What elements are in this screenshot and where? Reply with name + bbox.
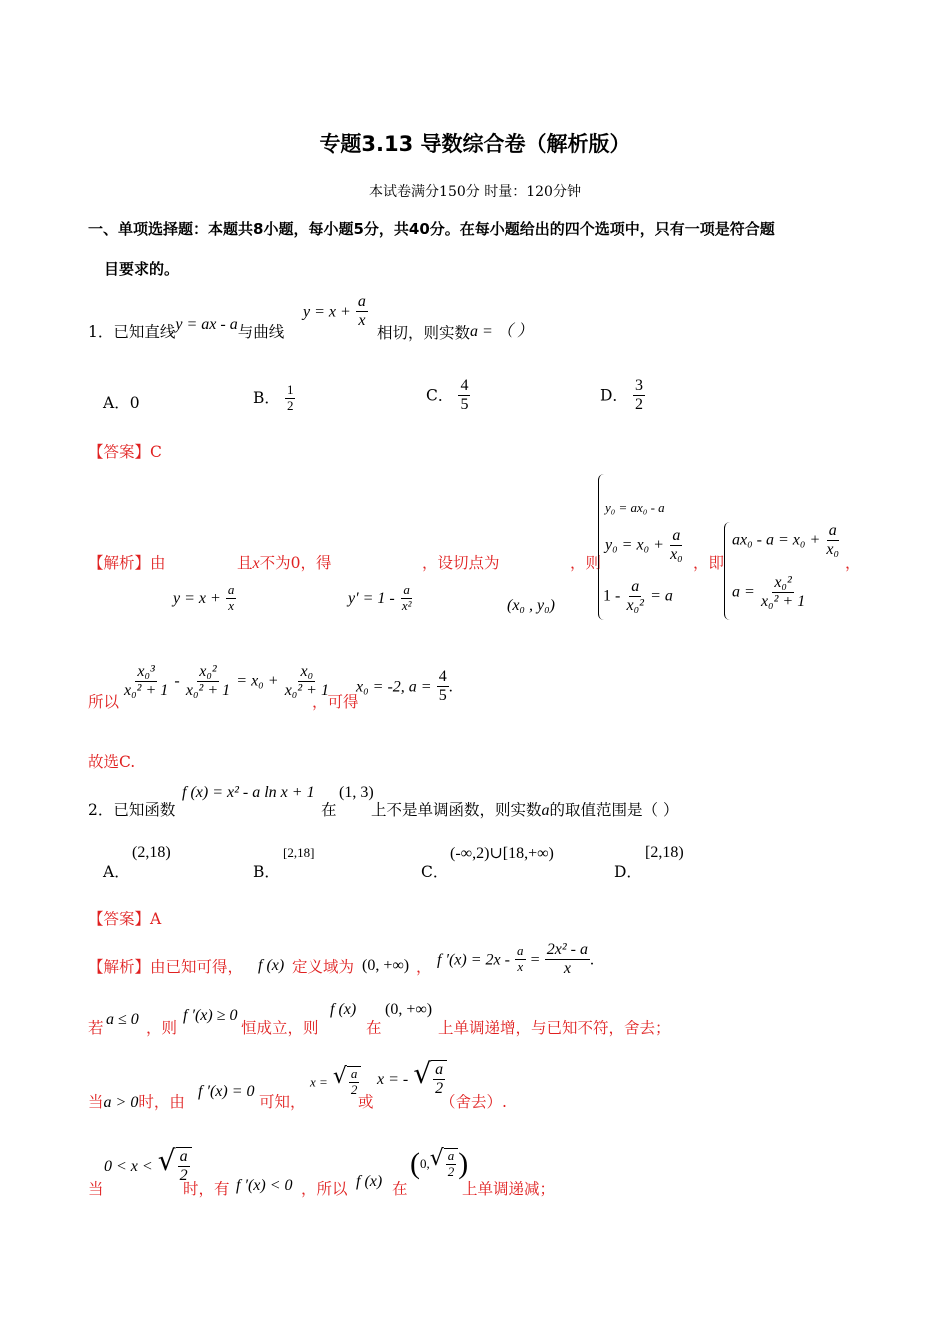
q1-option-b-label: B． [253,388,280,407]
q1-sys1-row1: y₀ = ax₀ - a [605,500,665,515]
q2-l2-interval: (0, +∞) [385,1001,433,1018]
q2-l4-int-sqrt-frac [446,1149,457,1180]
q1-analysis-a1 [237,551,332,573]
q2-l2-tail: 上单调递增，与已知不符，舍去； [438,1019,671,1037]
q2-l1-end: . [589,951,594,969]
q1-analysis-lead: 【解析】由 [88,554,166,572]
q1-sys1-row3-lhs: 1 - [603,587,621,605]
q1-so-frac1 [122,663,170,701]
q2-l4-sqrt: √ $\frac{a}{2}$ [158,1147,192,1186]
q1-curve-num: a [356,293,368,312]
q1-eq-deriv [348,583,414,614]
q2-option-d-value: [2,18) [645,844,684,861]
q1-eq-deriv-den: x² [401,597,412,613]
q1-option-d [600,377,645,415]
q2-l2-then: ，则 [146,1019,178,1037]
q1-tail-text: 相切，则实数 [377,324,471,342]
q2-l4-in: 在 [392,1180,408,1198]
q1-sys2-row2-lhs: a = [732,583,755,601]
q2-tail-var: a [541,802,550,819]
q1-option-b-den: 2 [286,397,294,413]
q2-l1-derivative [437,941,594,979]
q1-so-frac2 [184,663,232,701]
q2-l1-frac1-den: x [517,959,524,975]
q2-l1-frac2-num: 2x² - a [545,941,590,960]
q1-sys1-row2 [605,527,685,565]
q1-analysis-a6: ， [845,554,861,572]
q2-l4-when: 当 [88,1180,104,1198]
q2-in: 在 [321,801,337,819]
q1-tail [377,320,533,343]
q1-sys2-row2-frac [759,574,807,612]
q1-sys1-row2-num: a [670,527,682,546]
q2-l2-if: 若 [88,1019,104,1037]
q1-sys2-row2-den: x₀² + 1 [760,593,806,611]
q1-sys1-row3-num: a [629,578,641,597]
q1-mid: 与曲线 [237,323,285,341]
q1-eq-curve [173,583,236,614]
q1-stem [88,316,285,342]
q1-tail-expr: a = （ ） [470,323,533,340]
q2-l1-frac2 [545,941,590,979]
q1-option-b-frac [285,383,296,414]
q2-l3-eq: f ′(x) = 0 [198,1083,255,1100]
q1-eq-deriv-num: a [403,582,410,597]
q2-function: f (x) = x² - a ln x + 1 [182,784,315,801]
q1-system2-brace [724,522,731,620]
q1-curve-expr [303,293,368,331]
q1-option-a: A．0 [103,394,140,412]
q1-analysis-a1-var: x [252,555,260,572]
q2-l4-cond-expr: 0 < x < [104,1157,153,1175]
q2-l4-sqrt-num: a [178,1148,190,1167]
q2-l3-when-text: 当 [88,1093,104,1111]
q1-tangent-point: (x₀ , y₀) [507,597,555,614]
q2-l3-or: 或 [358,1093,374,1111]
q1-answer: 【答案】C [88,443,162,461]
q2-l3-when [88,1090,185,1112]
q1-eq-curve-den: x [228,597,235,613]
q1-analysis-a3: ，设切点为 [422,554,500,572]
q2-l4-sqrt-den: 2 [179,1167,188,1185]
q2-l4-b: ，所以 [301,1180,348,1198]
q2-tail-text: 上不是单调函数，则实数 [371,801,542,819]
q1-so-equation: $\frac{\text{x₀³}}{\text{x₀² + 1}}$ - $\frac{\text{x₀²}}{\text{x₀² + 1}}$ = x₀ + $\frac{\text{x₀}}{\text{x₀² + 1}}$ [124,663,329,700]
q1-sys2-row1-num: a [827,522,839,541]
q2-l4-int-sqrt-num: a [447,1148,455,1164]
q1-sys2-row2-num: x₀² [772,574,793,593]
q2-l1-fx: f (x) [258,957,285,974]
q1-result-frac [437,668,449,706]
q1-result-num: 4 [437,668,449,687]
q1-sys1-row2-den: x₀ [670,546,683,564]
q2-l3-sqrt1: √ $\frac{a}{2}$ [333,1066,362,1098]
q1-sys2-row1-den: x₀ [826,541,840,559]
q1-sys2-row1-lhs: ax₀ - a = x₀ + [732,531,821,549]
q2-l2-in: 在 [366,1019,382,1037]
q1-analysis-a5: ，即 [693,554,725,572]
q1-so-frac3-den: x₀² + 1 [284,682,329,700]
q1-option-d-den: 2 [635,396,644,414]
q1-analysis-a1-text: 且 [237,554,253,572]
q1-so-frac2-num: x₀² [197,663,218,682]
q2-interval: (1, 3) [339,784,374,801]
page-subtitle: 本试卷满分150分 时量：120分钟 [369,184,581,200]
q1-option-c-num: 4 [458,377,470,396]
q2-l3-x2: x = - [377,1070,409,1088]
q1-curve-frac [356,293,368,331]
q2-l2-cond: a ≤ 0 [106,1011,139,1028]
q2-l4-cond [104,1144,192,1186]
q1-so-frac3-num: x₀ [298,663,315,682]
q2-l2-const: 恒成立，则 [241,1019,319,1037]
q1-result [356,668,453,706]
q1-so-frac2-den: x₀² + 1 [185,682,231,700]
q2-l1-domain-label: 定义域为 [292,958,355,976]
q2-l3-root1 [310,1066,361,1098]
q2-prefix: 2．已知函数 [88,801,176,819]
q1-sys1-row3-den: x₀² [626,597,644,615]
q2-l3-sqrt1-den: 2 [350,1081,358,1097]
q2-l4-int-left: 0, [420,1156,430,1171]
q2-option-c-label: C． [421,863,449,881]
q1-result-period: . [448,678,453,696]
q1-analysis-a2: 不为0，得 [259,554,332,572]
q1-eq-curve-frac [226,583,237,614]
q2-l4-a: 时，有 [183,1180,230,1198]
q1-so-mid: ，可得 [312,693,359,711]
q2-l2-ineq: f ′(x) ≥ 0 [183,1007,238,1024]
q1-option-c-den: 5 [460,396,469,414]
q2-option-b-label: B． [253,863,280,881]
q2-l3-b: 可知， [259,1093,306,1111]
q1-sys1-row3 [603,578,673,616]
page-title: 专题3.13 导数综合卷（解析版） [319,132,631,156]
q1-sys2-row1 [732,522,841,560]
q1-option-b [253,383,295,414]
q1-sys1-row2-lhs: y₀ = x₀ + [605,536,664,554]
q2-option-d-label: D． [614,863,642,881]
q1-sys1-row3-tail: = a [650,587,673,605]
q2-l3-sqrt2-num: a [433,1061,445,1080]
q1-option-d-frac [633,377,645,415]
q1-so-frac1-den: x₀² + 1 [124,682,169,700]
q1-so-label: 所以 [88,693,120,711]
q1-option-d-num: 3 [633,377,645,396]
q2-l4-tail: 上单调递减； [462,1180,556,1198]
q1-analysis-a4: ，则 [570,554,602,572]
q2-option-a-label: A． [103,863,130,881]
q2-tail [371,798,678,820]
q2-l3-sqrt2-den: 2 [435,1080,444,1098]
q2-option-b-value: [2,18] [283,845,315,860]
q1-so-frac1-num: x₀³ [135,663,156,682]
section-heading-line2: 目要求的。 [104,260,180,278]
q2-l3-x1: x = [310,1074,328,1090]
q2-l4-int-sqrt: √ $\frac{a}{2}$ [430,1148,459,1180]
q1-eq-deriv-lhs: y′ = 1 - [348,589,395,607]
q1-sys1-row2-frac [668,527,685,565]
q2-l3-sqrt2: √ $\frac{a}{2}$ [413,1060,447,1099]
q2-l1-domain-value: (0, +∞) [362,957,410,974]
q1-option-c-label: C． [426,386,454,405]
q2-l1-deriv-lhs: f ′(x) = 2x - [437,951,510,969]
q2-l1-frac1-num: a [517,943,524,959]
q2-l1-frac2-den: x [563,960,571,978]
q1-prefix: 1．已知直线 [88,323,176,341]
q1-eq-curve-num: a [227,582,235,597]
q1-line-expr: y = ax - a [175,316,238,333]
section-heading-line1: 一、单项选择题：本题共8小题，每小题5分，共40分。在每小题给出的四个选项中，只有一项是符合题 [88,220,775,238]
q2-l3-a: 时，由 [138,1093,185,1111]
q2-l3-root2 [377,1057,447,1099]
q1-result-expr: x₀ = -2, a = [356,678,432,696]
q2-option-c-value: (-∞,2)∪[18,+∞) [450,845,554,862]
q2-l3-cond: a > 0 [103,1094,139,1111]
q2-answer: 【答案】A [88,910,162,928]
q1-option-b-num: 1 [286,382,294,397]
q2-l3-drop: （舍去）. [440,1093,507,1111]
q1-conclusion: 故选C. [88,753,136,771]
q2-l1-frac1 [515,944,526,975]
q1-option-c-frac [458,377,470,415]
q2-l3-sqrt1-num: a [350,1066,358,1081]
q2-option-a-value: (2,18) [132,844,171,861]
q1-eq-curve-lhs: y = x + [173,589,221,607]
q2-l2-fx: f (x) [330,1001,357,1018]
q1-sys2-row1-frac [824,522,841,560]
q2-l1-comma: ， [416,958,432,976]
q2-l4-int-sqrt-den: 2 [447,1164,455,1179]
q2-l1-lead: 【解析】由已知可得， [88,958,244,976]
q2-l4-interval: (0, √ $\frac{a}{2}$ ) [410,1146,469,1180]
q1-eq-deriv-frac [400,583,414,614]
q2-tail-text2: 的取值范围是（ ） [549,801,679,819]
q2-l1-eq: = [530,951,540,969]
q1-curve-lhs: y = x + [303,303,351,321]
q1-sys1-row3-frac [624,578,645,616]
q2-l4-ineq: f ′(x) < 0 [236,1177,293,1194]
q1-sys2-row2 [732,574,807,612]
q1-option-d-label: D． [600,386,628,405]
q2-l4-fx: f (x) [356,1173,383,1190]
q1-result-den: 5 [438,687,447,705]
q1-curve-den: x [358,312,366,330]
q1-option-c [426,377,470,415]
